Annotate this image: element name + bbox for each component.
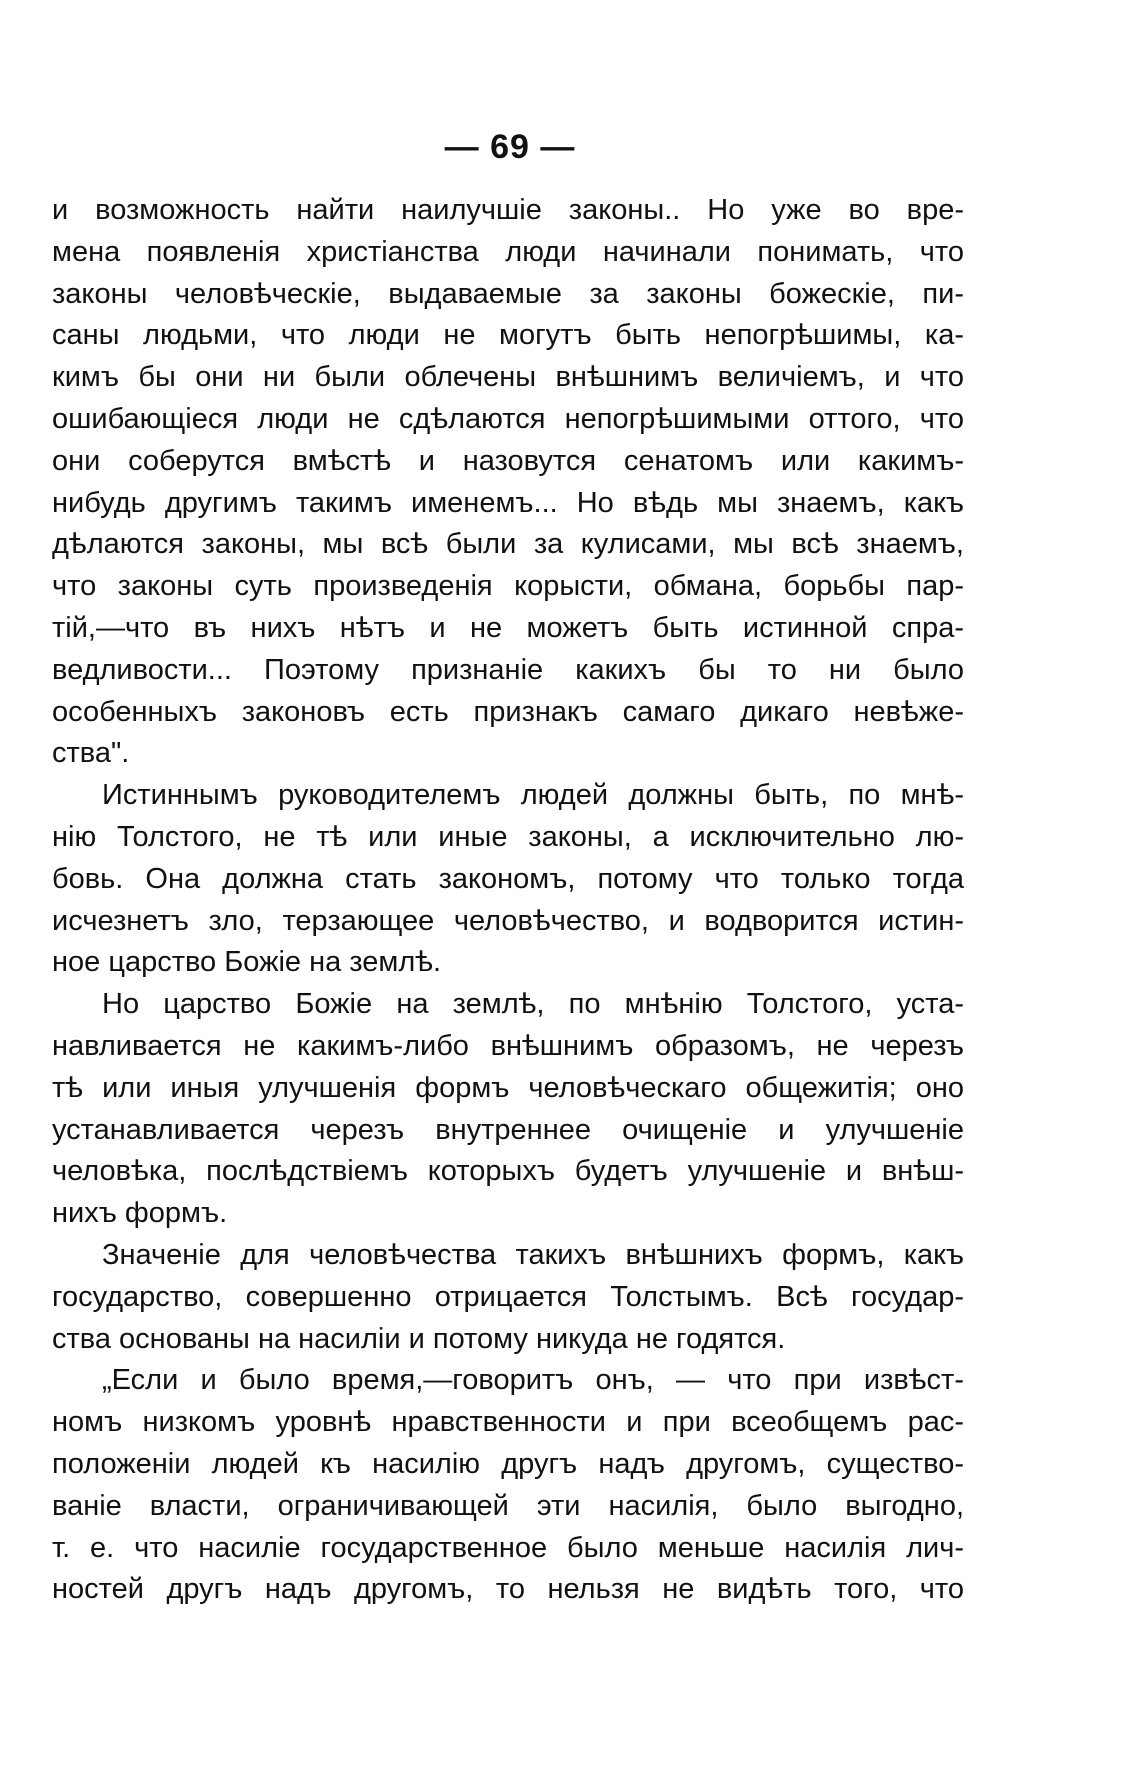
text-column bbox=[52, 190, 964, 1611]
text-line: человѣка, послѣдствіемъ которыхъ будетъ улучшеніе и внѣш- bbox=[52, 1155, 964, 1188]
paragraph-5 bbox=[52, 1360, 964, 1611]
text-line: ошибающіеся люди не сдѣлаются непогрѣшимыми оттого, что bbox=[52, 402, 964, 435]
text-line: они соберутся вмѣстѣ и назовутся сенатомъ или какимъ- bbox=[52, 444, 964, 477]
text-line: т. е. что насиліе государственное было меньше насилія лич- bbox=[52, 1531, 964, 1564]
paragraph-2 bbox=[52, 775, 964, 984]
text-line: нибудь другимъ такимъ именемъ... Но вѣдь мы знаемъ, какъ bbox=[52, 486, 964, 519]
text-line: устанавливается черезъ внутреннее очищеніе и улучшеніе bbox=[52, 1113, 964, 1146]
text-line: кимъ бы они ни были облечены внѣшнимъ величіемъ, и что bbox=[52, 361, 964, 394]
text-line: тій,—что въ нихъ нѣтъ и не можетъ быть истинной спра- bbox=[52, 611, 964, 644]
text-line: Значеніе для человѣчества такихъ внѣшнихъ формъ, какъ bbox=[102, 1238, 964, 1271]
text-line: государство, совершенно отрицается Толстымъ. Всѣ государ- bbox=[52, 1280, 964, 1313]
text-line: Истиннымъ руководителемъ людей должны быть, по мнѣ- bbox=[102, 779, 964, 812]
text-line: саны людьми, что люди не могутъ быть непогрѣшимы, ка- bbox=[52, 319, 964, 352]
text-line: нію Толстого, не тѣ или иные законы, а исключительно лю- bbox=[52, 820, 964, 853]
text-line: что законы суть произведенія корысти, обмана, борьбы пар- bbox=[52, 570, 964, 603]
text-line: „Если и было время,—говоритъ онъ, — что при извѣст- bbox=[102, 1364, 964, 1397]
text-line: тѣ или иныя улучшенія формъ человѣческаго общежитія; оно bbox=[52, 1071, 964, 1104]
paragraph-4 bbox=[52, 1235, 964, 1360]
paragraph-3 bbox=[52, 984, 964, 1235]
text-line: ства основаны на насиліи и потому никуда не годятся. bbox=[52, 1322, 786, 1355]
text-line: ное царство Божіе на землѣ. bbox=[52, 946, 442, 979]
text-line: ства". bbox=[52, 737, 130, 770]
text-line: ностей другъ надъ другомъ, то нельзя не видѣть того, что bbox=[52, 1573, 964, 1606]
text-line: Но царство Божіе на землѣ, по мнѣнію Толстого, уста- bbox=[102, 988, 964, 1021]
text-line: нихъ формъ. bbox=[52, 1197, 228, 1230]
text-line: навливается не какимъ-либо внѣшнимъ образомъ, не черезъ bbox=[52, 1029, 964, 1062]
page-number: — 69 — bbox=[444, 128, 576, 166]
text-line: исчезнетъ зло, терзающее человѣчество, и водворится истин- bbox=[52, 904, 964, 937]
text-line: и возможность найти наилучшіе законы.. Но уже во вре- bbox=[52, 194, 964, 226]
text-line: номъ низкомъ уровнѣ нравственности и при всеобщемъ рас- bbox=[52, 1406, 964, 1439]
text-line: бовь. Она должна стать закономъ, потому что только тогда bbox=[52, 862, 964, 895]
text-line: мена появленія христіанства люди начинали понимать, что bbox=[52, 235, 964, 268]
text-line: ведливости... Поэтому признаніе какихъ бы то ни было bbox=[52, 653, 964, 686]
text-line: особенныхъ законовъ есть признакъ самаго дикаго невѣже- bbox=[52, 695, 964, 728]
text-line: положеніи людей къ насилію другъ надъ другомъ, существо- bbox=[52, 1447, 964, 1480]
text-line: законы человѣческіе, выдаваемые за законы божескіе, пи- bbox=[52, 277, 964, 310]
text-line: ваніе власти, ограничивающей эти насилія, было выгодно, bbox=[52, 1489, 964, 1522]
paragraph-1 bbox=[52, 190, 964, 775]
text-line: дѣлаются законы, мы всѣ были за кулисами, мы всѣ знаемъ, bbox=[52, 528, 964, 561]
